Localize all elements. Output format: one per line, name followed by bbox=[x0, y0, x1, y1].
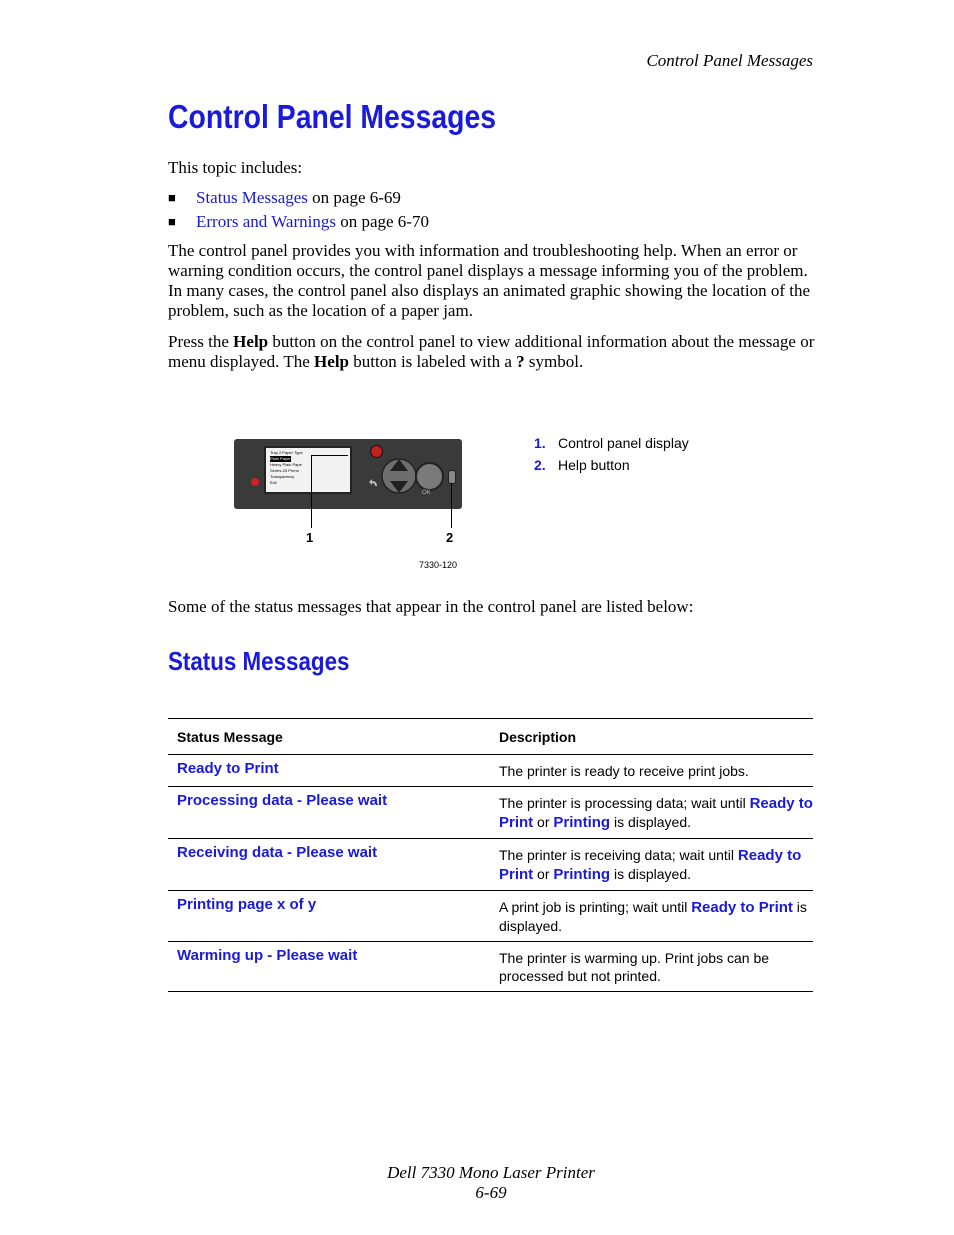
text-run: A print job is printing; wait until bbox=[499, 899, 692, 915]
legend-item bbox=[534, 456, 689, 478]
page-ref: on page 6-70 bbox=[335, 212, 429, 231]
lcd-line: Transparency bbox=[270, 474, 295, 479]
bullet-icon: ■ bbox=[168, 190, 176, 205]
text-run: The printer is ready to receive print jobs. bbox=[499, 763, 749, 779]
topic-list bbox=[168, 188, 429, 236]
footer-product: Dell 7330 Mono Laser Printer bbox=[387, 1163, 595, 1182]
topic-item-status-messages bbox=[168, 188, 429, 212]
legend-text: Control panel display bbox=[558, 435, 689, 451]
status-messages-link[interactable]: Status Messages bbox=[196, 188, 308, 207]
intro-text: This topic includes: bbox=[168, 158, 303, 177]
status-description bbox=[490, 942, 813, 992]
lcd-line-selected: Plain Paper bbox=[270, 456, 291, 461]
status-description bbox=[490, 787, 813, 839]
page-footer bbox=[0, 1163, 954, 1203]
callout-number-2: 2 bbox=[446, 530, 454, 545]
back-arrow-icon bbox=[369, 478, 379, 488]
text-run: The printer is processing data; wait until bbox=[499, 795, 750, 811]
column-header-status: Status Message bbox=[168, 719, 490, 755]
page-title: Control Panel Messages bbox=[168, 98, 497, 135]
body-paragraph-1: The control panel provides you with information and troubleshooting help. When an error or warning condition occurs, the control panel displays a message informing you of the problem. In many cases, the control panel also displays an animated graphic showing the location of the problem, such as the location of a paper jam. bbox=[168, 241, 811, 320]
page-ref: on page 6-69 bbox=[307, 188, 401, 207]
status-message: Warming up - Please wait bbox=[168, 942, 490, 992]
callout-leader-1 bbox=[311, 455, 348, 456]
figure-legend bbox=[534, 434, 689, 478]
ok-label: OK bbox=[422, 490, 431, 496]
question-symbol: ? bbox=[516, 352, 525, 371]
text-run: is displayed. bbox=[610, 866, 692, 882]
column-header-description: Description bbox=[490, 719, 813, 755]
legend-text: Help button bbox=[558, 457, 630, 473]
lcd-line: Series-25 Premi bbox=[270, 468, 299, 473]
body-paragraph-3: Some of the status messages that appear in the control panel are listed below: bbox=[168, 597, 694, 616]
status-term: Printing bbox=[553, 866, 611, 883]
status-message: Printing page x of y bbox=[168, 891, 490, 942]
table-row bbox=[168, 755, 813, 787]
status-message: Ready to Print bbox=[168, 755, 490, 787]
callout-number-1: 1 bbox=[306, 530, 314, 545]
status-term: Ready to Print bbox=[691, 899, 793, 916]
lcd-line: Tray 2 Paper Type bbox=[270, 450, 303, 455]
help-term: Help bbox=[314, 352, 349, 371]
status-messages-table bbox=[168, 718, 813, 992]
status-message: Receiving data - Please wait bbox=[168, 839, 490, 891]
text-run: or bbox=[533, 866, 554, 882]
table-header-row bbox=[168, 719, 813, 755]
running-head: Control Panel Messages bbox=[646, 51, 813, 70]
status-term: Ready to Print bbox=[499, 847, 802, 883]
text-run: The printer is warming up. Print jobs can be processed but not printed. bbox=[499, 950, 770, 984]
callout-line-1 bbox=[311, 455, 312, 528]
text-run: button on the control panel to view additional information about the message or menu displayed. The bbox=[168, 332, 815, 371]
status-term: Printing bbox=[553, 814, 611, 831]
text-run: Press the bbox=[168, 332, 234, 351]
lcd-line: Heavy Plain Pape bbox=[270, 462, 302, 467]
ok-button-icon bbox=[415, 462, 444, 491]
status-led bbox=[251, 478, 259, 486]
status-description bbox=[490, 891, 813, 942]
text-run: button is labeled with a bbox=[349, 352, 517, 371]
text-run: is displayed. bbox=[499, 899, 807, 934]
legend-number: 1. bbox=[534, 435, 546, 451]
table-row bbox=[168, 942, 813, 992]
topic-item-errors-warnings bbox=[168, 212, 429, 236]
bullet-icon: ■ bbox=[168, 214, 176, 229]
text-run: symbol. bbox=[524, 352, 584, 371]
status-message: Processing data - Please wait bbox=[168, 787, 490, 839]
table-row bbox=[168, 787, 813, 839]
legend-item bbox=[534, 434, 689, 456]
section-title: Status Messages bbox=[168, 646, 350, 676]
body-paragraph-2 bbox=[168, 332, 816, 372]
control-panel-display bbox=[264, 446, 352, 494]
help-button-icon bbox=[448, 470, 456, 484]
text-run: or bbox=[533, 814, 554, 830]
callout-line-2 bbox=[451, 483, 452, 528]
status-term: Ready to Print bbox=[499, 795, 813, 831]
errors-warnings-link[interactable]: Errors and Warnings bbox=[196, 212, 336, 231]
legend-number: 2. bbox=[534, 457, 546, 473]
help-term: Help bbox=[233, 332, 269, 351]
table-row bbox=[168, 839, 813, 891]
status-description bbox=[490, 839, 813, 891]
text-run: is displayed. bbox=[610, 814, 692, 830]
table-row bbox=[168, 891, 813, 942]
footer-page-number: 6-69 bbox=[475, 1183, 507, 1202]
lcd-line: Exit bbox=[270, 480, 277, 485]
navigation-arrows-icon bbox=[381, 451, 417, 501]
text-run: The printer is receiving data; wait until bbox=[499, 847, 738, 863]
figure-code: 7330-120 bbox=[419, 560, 458, 570]
status-description bbox=[490, 755, 813, 787]
